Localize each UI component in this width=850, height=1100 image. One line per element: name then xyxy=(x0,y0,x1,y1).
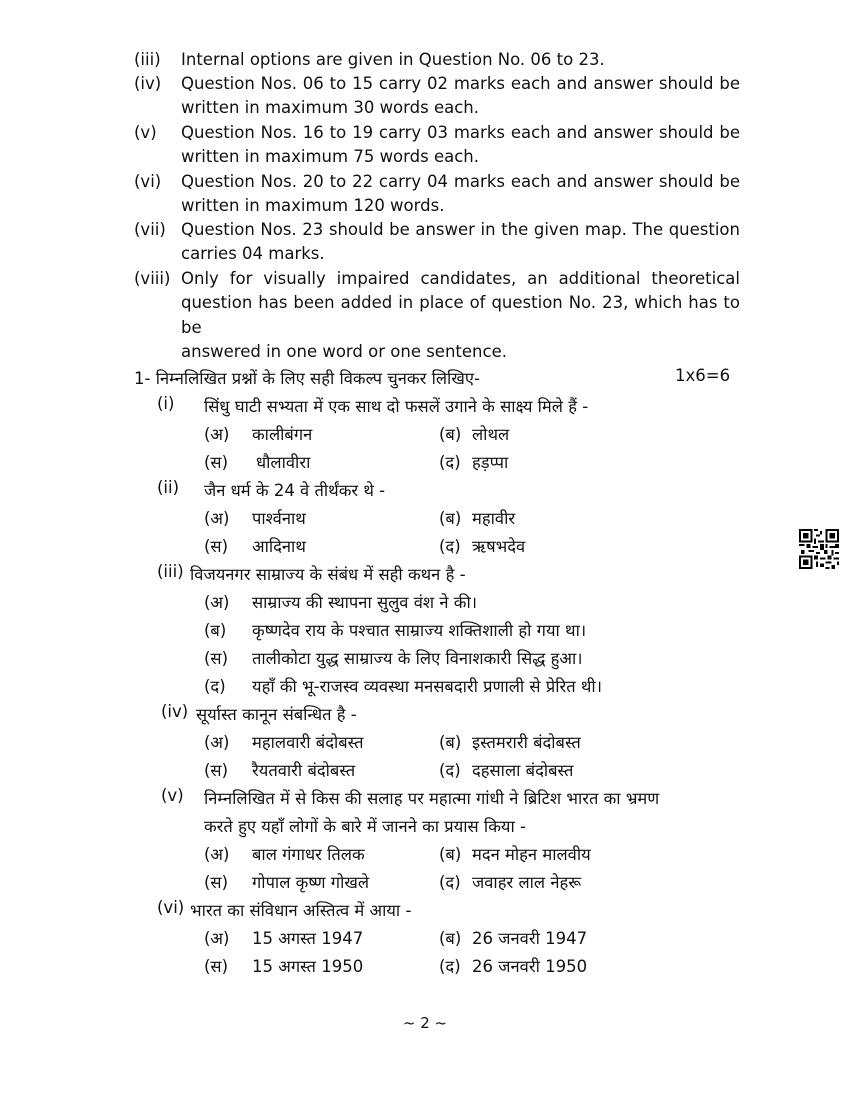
option-c xyxy=(204,534,306,557)
instruction-text: Only for visually impaired candidates, an additional theoretical xyxy=(181,269,740,288)
option-label: (ब) xyxy=(439,425,462,444)
option-label: (द) xyxy=(439,873,461,892)
sub-question-v-text: निम्नलिखित में से किस की सलाह पर महात्मा गांधी ने ब्रिटिश भारत का भ्रमण xyxy=(204,789,660,808)
option-text: धौलावीरा xyxy=(256,453,311,472)
option-c xyxy=(204,870,369,893)
option-label: (अ) xyxy=(204,733,230,752)
option-text: महावीर xyxy=(472,509,516,528)
option-text: बाल गंगाधर तिलक xyxy=(252,845,365,864)
sub-question-vi-number: (vi) xyxy=(157,898,185,917)
option-label: (ब) xyxy=(439,733,462,752)
sub-question-i-text: सिंधु घाटी सभ्यता में एक साथ दो फसलें उगाने के साक्ष्य मिले हैं - xyxy=(204,397,589,416)
option-text: 26 जनवरी 1947 xyxy=(472,929,588,948)
option-text: आदिनाथ xyxy=(252,537,306,556)
option-text: तालीकोटा युद्ध साम्राज्य के लिए विनाशकारी सिद्ध हुआ। xyxy=(252,649,583,668)
instruction-text-cont: written in maximum 120 words. xyxy=(181,196,445,216)
option-b xyxy=(439,422,509,445)
instruction-text-cont: written in maximum 30 words each. xyxy=(181,98,479,118)
option-text: रैयतवारी बंदोबस्त xyxy=(252,761,356,780)
option-label: (स) xyxy=(204,649,229,668)
option-label: (द) xyxy=(439,761,461,780)
sub-question-vi-text: भारत का संविधान अस्तित्व में आया - xyxy=(190,901,412,920)
instruction-number: (iii) xyxy=(134,50,161,69)
option-a xyxy=(204,506,306,529)
option-label: (स) xyxy=(204,873,229,892)
option-label: (द) xyxy=(439,453,461,472)
option-text: महालवारी बंदोबस्त xyxy=(252,733,364,752)
instruction-number: (iv) xyxy=(134,74,162,93)
option-text: हड़प्पा xyxy=(472,453,509,472)
option-d xyxy=(439,954,587,977)
instruction-vii xyxy=(134,218,740,267)
option-text: 15 अगस्त 1950 xyxy=(252,957,364,976)
sub-question-i-number: (i) xyxy=(157,394,175,413)
sub-question-v-text-cont: करते हुए यहाँ लोगों के बारे में जानने का प्रयास किया - xyxy=(204,817,526,836)
instruction-text-cont: question has been added in place of question No. 23, which has to be xyxy=(181,293,740,337)
option-label: (अ) xyxy=(204,929,230,948)
instruction-text-cont: answered in one word or one sentence. xyxy=(181,341,507,361)
instruction-iii xyxy=(134,48,740,72)
option-text: ऋषभदेव xyxy=(472,537,526,556)
option-text: 26 जनवरी 1950 xyxy=(472,957,588,976)
option-text: कृष्णदेव राय के पश्चात साम्राज्य शक्तिशाली हो गया था। xyxy=(252,621,587,640)
instruction-viii xyxy=(134,267,740,364)
option-label: (अ) xyxy=(204,509,230,528)
sub-question-iv-text: सूर्यास्त कानून संबन्धित है - xyxy=(196,705,357,724)
option-label: (अ) xyxy=(204,845,230,864)
option-text: पार्श्वनाथ xyxy=(252,509,306,528)
question-1-text: 1- निम्नलिखित प्रश्नों के लिए सही विकल्प चुनकर लिखिए- xyxy=(134,369,480,388)
option-c xyxy=(204,954,363,977)
option-a xyxy=(204,730,364,753)
instruction-text-cont: carries 04 marks. xyxy=(181,244,325,264)
option-a xyxy=(204,842,365,865)
option-label: (द) xyxy=(439,957,461,976)
sub-question-v-number: (v) xyxy=(161,786,184,805)
option-label: (स) xyxy=(204,537,229,556)
instruction-number: (v) xyxy=(134,123,157,142)
option-text: दहसाला बंदोबस्त xyxy=(472,761,574,780)
option-c xyxy=(204,758,355,781)
instruction-text-cont: written in maximum 75 words each. xyxy=(181,147,479,167)
sub-question-iii-number: (iii) xyxy=(157,562,184,581)
option-text: इस्तमरारी बंदोबस्त xyxy=(472,733,581,752)
option-text: जवाहर लाल नेहरू xyxy=(472,873,582,892)
option-label: (स) xyxy=(204,957,229,976)
option-label: (स) xyxy=(204,453,229,472)
option-label: (द) xyxy=(204,677,226,696)
option-c xyxy=(204,646,583,669)
option-text: लोथल xyxy=(472,425,510,444)
sub-question-iii-text: विजयनगर साम्राज्य के संबंध में सही कथन है - xyxy=(190,565,466,584)
question-1-marks: 1x6=6 xyxy=(675,366,731,385)
option-b xyxy=(439,926,587,949)
option-d xyxy=(439,870,581,893)
option-text: मदन मोहन मालवीय xyxy=(472,845,591,864)
option-a xyxy=(204,590,477,613)
sub-question-ii-text: जैन धर्म के 24 वे तीर्थंकर थे - xyxy=(204,481,386,500)
question-1-heading xyxy=(134,366,734,389)
option-b xyxy=(439,842,591,865)
option-text: कालीबंगन xyxy=(252,425,313,444)
sub-question-iv-number: (iv) xyxy=(161,702,189,721)
instruction-vi xyxy=(134,170,740,219)
option-text: यहाँ की भू-राजस्व व्यवस्था मनसबदारी प्रणाली से प्रेरित थी। xyxy=(252,677,602,696)
option-c xyxy=(204,450,310,473)
instruction-text: Question Nos. 23 should be answer in the given map. The question xyxy=(181,220,740,239)
qr-code-icon xyxy=(799,529,839,569)
option-text: 15 अगस्त 1947 xyxy=(252,929,364,948)
option-a xyxy=(204,926,363,949)
instruction-number: (vii) xyxy=(134,220,166,239)
instruction-text: Question Nos. 20 to 22 carry 04 marks each and answer should be xyxy=(181,172,740,191)
instruction-text: Internal options are given in Question No. 06 to 23. xyxy=(181,50,605,69)
option-label: (ब) xyxy=(439,509,462,528)
option-d xyxy=(439,534,525,557)
option-text: गोपाल कृष्ण गोखले xyxy=(252,873,370,892)
option-label: (ब) xyxy=(439,929,462,948)
option-d xyxy=(439,450,508,473)
option-d xyxy=(204,674,602,697)
option-b xyxy=(439,730,581,753)
option-label: (ब) xyxy=(204,621,227,640)
instruction-v xyxy=(134,121,740,170)
option-label: (अ) xyxy=(204,425,230,444)
instruction-number: (vi) xyxy=(134,172,162,191)
instruction-text: Question Nos. 16 to 19 carry 03 marks each and answer should be xyxy=(181,123,740,142)
option-b xyxy=(204,618,586,641)
instruction-number: (viii) xyxy=(134,269,171,288)
instruction-text: Question Nos. 06 to 15 carry 02 marks each and answer should be xyxy=(181,74,740,93)
sub-question-ii-number: (ii) xyxy=(157,478,180,497)
option-b xyxy=(439,506,515,529)
option-a xyxy=(204,422,312,445)
page-number: ~ 2 ~ xyxy=(402,1014,448,1032)
option-label: (ब) xyxy=(439,845,462,864)
option-text: साम्राज्य की स्थापना सुलुव वंश ने की। xyxy=(252,593,477,612)
instruction-iv xyxy=(134,72,740,121)
option-d xyxy=(439,758,573,781)
option-label: (अ) xyxy=(204,593,230,612)
option-label: (स) xyxy=(204,761,229,780)
option-label: (द) xyxy=(439,537,461,556)
